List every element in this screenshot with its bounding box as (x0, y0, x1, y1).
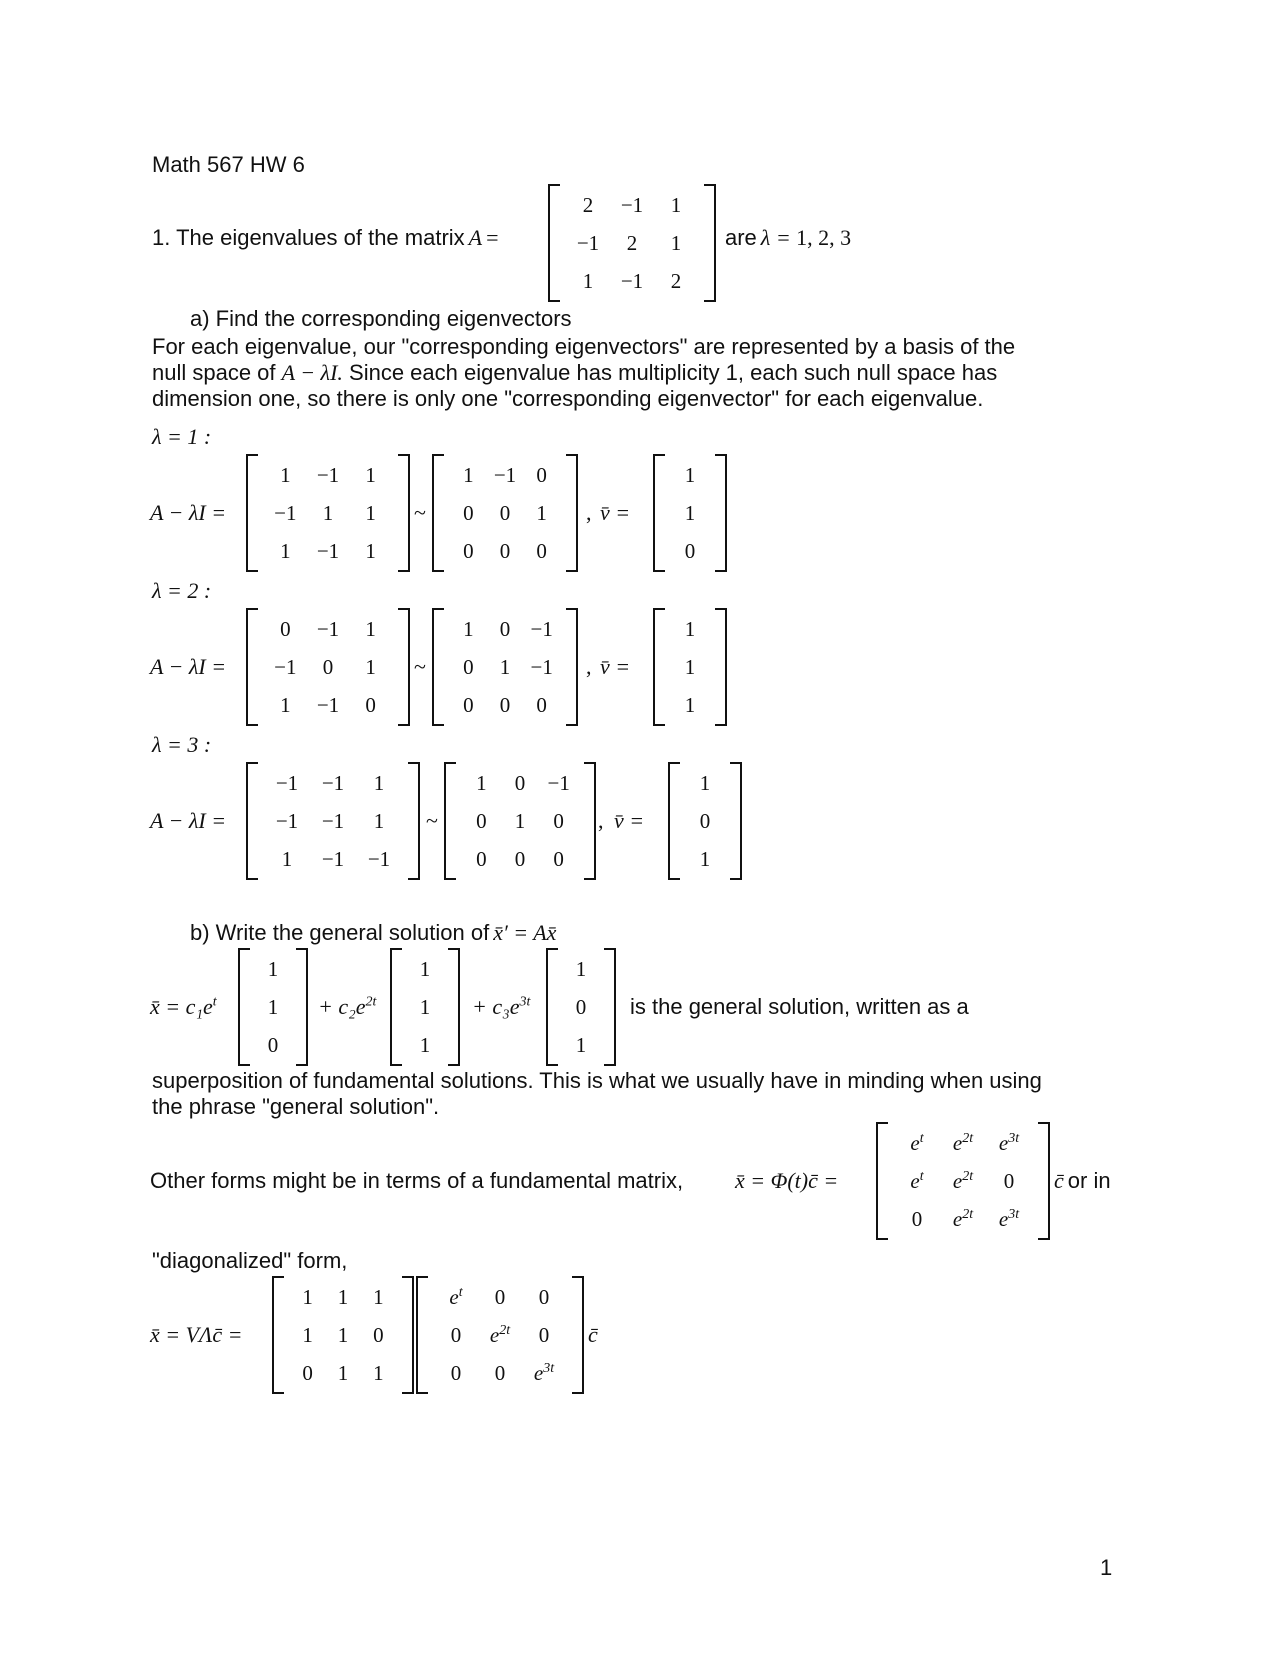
matrix-entry: 0 (536, 538, 547, 563)
matrix-entry: $e^{3t}$ (998, 1206, 1020, 1231)
case-3-matrix (246, 764, 420, 878)
matrix-entry: 0 (499, 500, 511, 525)
v-matrix (272, 1278, 414, 1392)
matrix-entry: 0 (476, 846, 487, 871)
matrix-entry: −1 (547, 770, 570, 795)
part-a-line-3: dimension one, so there is only one "corresponding eigenvector" for each eigenvalue. (152, 386, 984, 411)
matrix-entry: −1 (316, 462, 340, 487)
matrix-a (548, 186, 716, 300)
part-a-line-1: For each eigenvalue, our "corresponding eigenvectors" are represented by a basis of the (152, 334, 1016, 359)
exponent: t (919, 1168, 924, 1184)
case-1-row (0, 456, 1280, 570)
matrix-entry: −1 (620, 192, 644, 217)
case-3-label: λ = 3 : (152, 732, 212, 757)
gs-term-1-text: x̄ = c₁e (150, 994, 213, 1019)
matrix-entry: 1 (280, 462, 291, 487)
matrix-grid (878, 1124, 1048, 1238)
matrix-entry: 1 (365, 538, 376, 563)
matrix-entry: −1 (576, 230, 600, 255)
matrix-grid (248, 610, 408, 724)
case-2-rref (432, 610, 578, 724)
matrix-entry: 1 (684, 500, 696, 525)
case-2-tilde: ~ (414, 654, 426, 679)
page-title: Math 567 HW 6 (152, 152, 305, 177)
matrix-entry: 0 (494, 1360, 506, 1385)
part-b-line-1: superposition of fundamental solutions. This is what we usually have in minding when using (152, 1068, 1042, 1093)
matrix-entry: 0 (450, 1360, 462, 1385)
matrix-entry: 0 (499, 538, 511, 563)
matrix-entry: 0 (684, 538, 696, 563)
matrix-entry: 0 (463, 654, 474, 679)
matrix-entry: 1 (463, 616, 474, 641)
case-1-rref (432, 456, 578, 570)
matrix-entry: 0 (373, 1322, 384, 1347)
exponent: 3t (1008, 1206, 1020, 1222)
case-3-row (0, 764, 1280, 878)
exponent: 2t (962, 1168, 974, 1184)
part-b-line-2: the phrase "general solution". (152, 1094, 440, 1119)
fundamental-matrix-row (0, 1124, 1280, 1238)
part-a-line-2 (152, 360, 1132, 386)
matrix-entry: 1 (267, 956, 279, 981)
case-3-comma: , (598, 808, 604, 833)
gs-term-2-text: + c₂e (318, 994, 366, 1019)
gs-term-3 (472, 994, 530, 1020)
case-1-eigenvector (653, 456, 727, 570)
matrix-entry: 1 (365, 500, 376, 525)
case-2-lhs: A − λI = (150, 654, 227, 679)
fundamental-matrix (876, 1124, 1050, 1238)
matrix-entry: 0 (553, 808, 564, 833)
gs-vector-3 (546, 950, 616, 1064)
gs-term-3-text: + c₃e (472, 994, 520, 1019)
matrix-entry: 0 (553, 846, 564, 871)
matrix-entry: $e^{2t}$ (952, 1130, 974, 1155)
matrix-grid (655, 610, 725, 724)
matrix-entry: −1 (316, 616, 340, 641)
matrix-entry: 1 (365, 462, 376, 487)
matrix-entry: 2 (582, 192, 594, 217)
matrix-entry: 1 (267, 994, 279, 1019)
matrix-entry: 1 (302, 1322, 313, 1347)
matrix-entry: 0 (322, 654, 334, 679)
diagonalized-lhs: x̄ = VΛc̄ = (150, 1322, 243, 1347)
matrix-entry: 1 (463, 462, 474, 487)
matrix-grid (434, 610, 576, 724)
case-1-tilde: ~ (414, 500, 426, 525)
case-1-v-equals: v̄ = (600, 500, 631, 525)
matrix-grid (446, 764, 594, 878)
matrix-entry: 1 (373, 1360, 384, 1385)
case-2-comma: , (586, 654, 592, 679)
part-a-heading: a) Find the corresponding eigenvectors (190, 306, 572, 331)
matrix-entry: 0 (699, 808, 711, 833)
matrix-entry: 1 (536, 500, 547, 525)
matrix-entry: 0 (536, 692, 547, 717)
problem-statement (152, 225, 499, 251)
case-1-label: λ = 1 : (152, 424, 212, 449)
matrix-entry: 1 (337, 1360, 349, 1385)
matrix-entry: $e^t$ (449, 1284, 463, 1309)
matrix-entry: −1 (493, 462, 517, 487)
eigenvalue-list: 1, 2, 3 (796, 225, 852, 250)
c-vector-symbol: c̄ (1054, 1168, 1064, 1193)
part-a-line-2-pre: null space of (152, 360, 276, 385)
matrix-grid (550, 186, 714, 300)
matrix-entry: $e^{2t}$ (489, 1322, 511, 1347)
matrix-grid (655, 456, 725, 570)
part-a-line-2-post: Since each eigenvalue has multiplicity 1, each such null space has (349, 360, 998, 385)
matrix-entry: 0 (476, 808, 487, 833)
exponent: t (919, 1130, 924, 1146)
matrix-entry: −1 (367, 846, 391, 871)
fundamental-text: Other forms might be in terms of a fundamental matrix, (150, 1168, 684, 1193)
exponent: t (458, 1284, 463, 1300)
lambda-equals: λ = (760, 225, 797, 250)
case-3-tilde: ~ (426, 808, 438, 833)
gs-suffix: is the general solution, written as a (630, 994, 969, 1019)
matrix-entry: $e^t$ (910, 1168, 924, 1193)
exponent: 2t (962, 1206, 974, 1222)
gs-vector-1 (238, 950, 308, 1064)
are-text: are (725, 225, 757, 250)
ode-expression: x̄′ = Ax̄ (493, 920, 557, 945)
eigenvalues-statement (725, 225, 851, 251)
matrix-entry: 0 (538, 1322, 550, 1347)
matrix-entry: −1 (530, 616, 553, 641)
gs-term-2-exp: 2t (365, 994, 377, 1010)
matrix-entry: 1 (365, 616, 376, 641)
matrix-entry: 1 (575, 956, 587, 981)
matrix-entry: 0 (1003, 1168, 1015, 1193)
exponent: 2t (962, 1130, 974, 1146)
matrix-entry: 1 (419, 1032, 431, 1057)
matrix-entry: −1 (321, 770, 345, 795)
part-b-heading (190, 920, 556, 946)
matrix-entry: 0 (911, 1206, 923, 1231)
matrix-grid (670, 764, 740, 878)
diagonalized-c: c̄ (588, 1322, 598, 1347)
matrix-entry: 0 (463, 692, 474, 717)
case-1-lhs: A − λI = (150, 500, 227, 525)
matrix-grid (418, 1278, 582, 1392)
matrix-entry: 1 (575, 1032, 587, 1057)
matrix-entry: −1 (274, 654, 297, 679)
matrix-entry: −1 (316, 538, 340, 563)
matrix-entry: 1 (302, 1284, 313, 1309)
case-1-matrix (246, 456, 410, 570)
part-b-paragraph (152, 1068, 1152, 1120)
matrix-entry: 0 (499, 692, 511, 717)
matrix-entry: −1 (316, 692, 340, 717)
matrix-entry: 1 (337, 1322, 349, 1347)
matrix-entry: 1 (419, 956, 431, 981)
matrix-entry: 1 (476, 770, 487, 795)
matrix-entry: $e^{3t}$ (998, 1130, 1020, 1155)
matrix-entry: −1 (275, 808, 299, 833)
fundamental-suffix (1054, 1168, 1111, 1194)
matrix-entry: 1 (684, 692, 696, 717)
matrix-entry: 2 (670, 268, 682, 293)
gs-term-2 (318, 994, 376, 1020)
matrix-entry: 1 (670, 192, 682, 217)
matrix-entry: 1 (322, 500, 334, 525)
matrix-entry: 0 (575, 994, 587, 1019)
diagonalized-text: "diagonalized" form, (152, 1248, 348, 1273)
part-b-heading-text: b) Write the general solution of (190, 920, 490, 945)
case-2-v-equals: v̄ = (600, 654, 631, 679)
matrix-entry: 1 (280, 692, 291, 717)
gs-vector-2 (390, 950, 460, 1064)
matrix-entry: 1 (684, 654, 696, 679)
matrix-entry: $e^{2t}$ (952, 1206, 974, 1231)
matrix-grid (434, 456, 576, 570)
diagonalized-row (0, 1278, 1280, 1392)
matrix-grid (248, 764, 418, 878)
matrix-entry: 1 (373, 1284, 384, 1309)
matrix-entry: −1 (321, 846, 345, 871)
matrix-entry: $e^{3t}$ (533, 1360, 555, 1385)
null-space-expr: A − λI. (281, 360, 343, 385)
matrix-symbol: A (468, 225, 483, 250)
matrix-entry: 1 (514, 808, 526, 833)
matrix-entry: −1 (321, 808, 345, 833)
matrix-entry: 0 (463, 538, 474, 563)
matrix-grid (274, 1278, 412, 1392)
case-3-eigenvector (668, 764, 742, 878)
case-1-comma: , (586, 500, 592, 525)
case-2-eigenvector (653, 610, 727, 724)
problem-prefix: 1. The eigenvalues of the matrix (152, 225, 465, 250)
matrix-entry: 2 (626, 230, 638, 255)
matrix-grid (392, 950, 458, 1064)
exponent: 3t (1008, 1130, 1020, 1146)
matrix-entry: 1 (699, 846, 711, 871)
matrix-entry: −1 (275, 770, 299, 795)
gs-term-1-exp: t (212, 994, 217, 1010)
matrix-entry: −1 (620, 268, 644, 293)
matrix-entry: $e^{2t}$ (952, 1168, 974, 1193)
page-number: 1 (1100, 1555, 1113, 1580)
matrix-entry: 1 (373, 808, 385, 833)
matrix-entry: 1 (373, 770, 385, 795)
case-3-lhs: A − λI = (150, 808, 227, 833)
matrix-entry: 1 (281, 846, 293, 871)
matrix-entry: 0 (514, 770, 526, 795)
gs-term-3-exp: 3t (519, 994, 531, 1010)
or-in-text: or in (1067, 1168, 1111, 1193)
matrix-entry: 0 (280, 616, 291, 641)
matrix-entry: 1 (582, 268, 594, 293)
matrix-grid (240, 950, 306, 1064)
part-a-paragraph (152, 334, 1132, 412)
matrix-entry: 1 (365, 654, 376, 679)
gs-term-1 (150, 994, 217, 1020)
case-3-v-equals: v̄ = (614, 808, 645, 833)
matrix-entry: 0 (536, 462, 547, 487)
matrix-entry: −1 (530, 654, 553, 679)
matrix-grid (248, 456, 408, 570)
matrix-entry: −1 (274, 500, 297, 525)
matrix-entry: 1 (419, 994, 431, 1019)
matrix-entry: 1 (699, 770, 711, 795)
matrix-entry: 1 (337, 1284, 349, 1309)
matrix-entry: 0 (365, 692, 376, 717)
matrix-entry: 1 (670, 230, 682, 255)
matrix-entry: 1 (280, 538, 291, 563)
matrix-entry: 0 (494, 1284, 506, 1309)
matrix-entry: 0 (514, 846, 526, 871)
matrix-entry: 0 (450, 1322, 462, 1347)
matrix-entry: 0 (267, 1032, 279, 1057)
matrix-entry: 0 (499, 616, 511, 641)
matrix-entry: 0 (463, 500, 474, 525)
matrix-entry: 0 (538, 1284, 550, 1309)
general-solution-row (0, 950, 1280, 1064)
matrix-entry: 1 (499, 654, 511, 679)
fundamental-expression: x̄ = Φ(t)c̄ = (735, 1168, 839, 1193)
matrix-entry: 1 (684, 462, 696, 487)
case-3-rref (444, 764, 596, 878)
matrix-entry: 0 (302, 1360, 313, 1385)
exponent: 2t (499, 1322, 511, 1338)
matrix-entry: 1 (684, 616, 696, 641)
case-2-row (0, 610, 1280, 724)
equals-sign: = (486, 225, 499, 250)
case-2-matrix (246, 610, 410, 724)
matrix-entry: $e^t$ (910, 1130, 924, 1155)
lambda-matrix (416, 1278, 584, 1392)
case-2-label: λ = 2 : (152, 578, 212, 603)
matrix-grid (548, 950, 614, 1064)
exponent: 3t (543, 1360, 555, 1376)
